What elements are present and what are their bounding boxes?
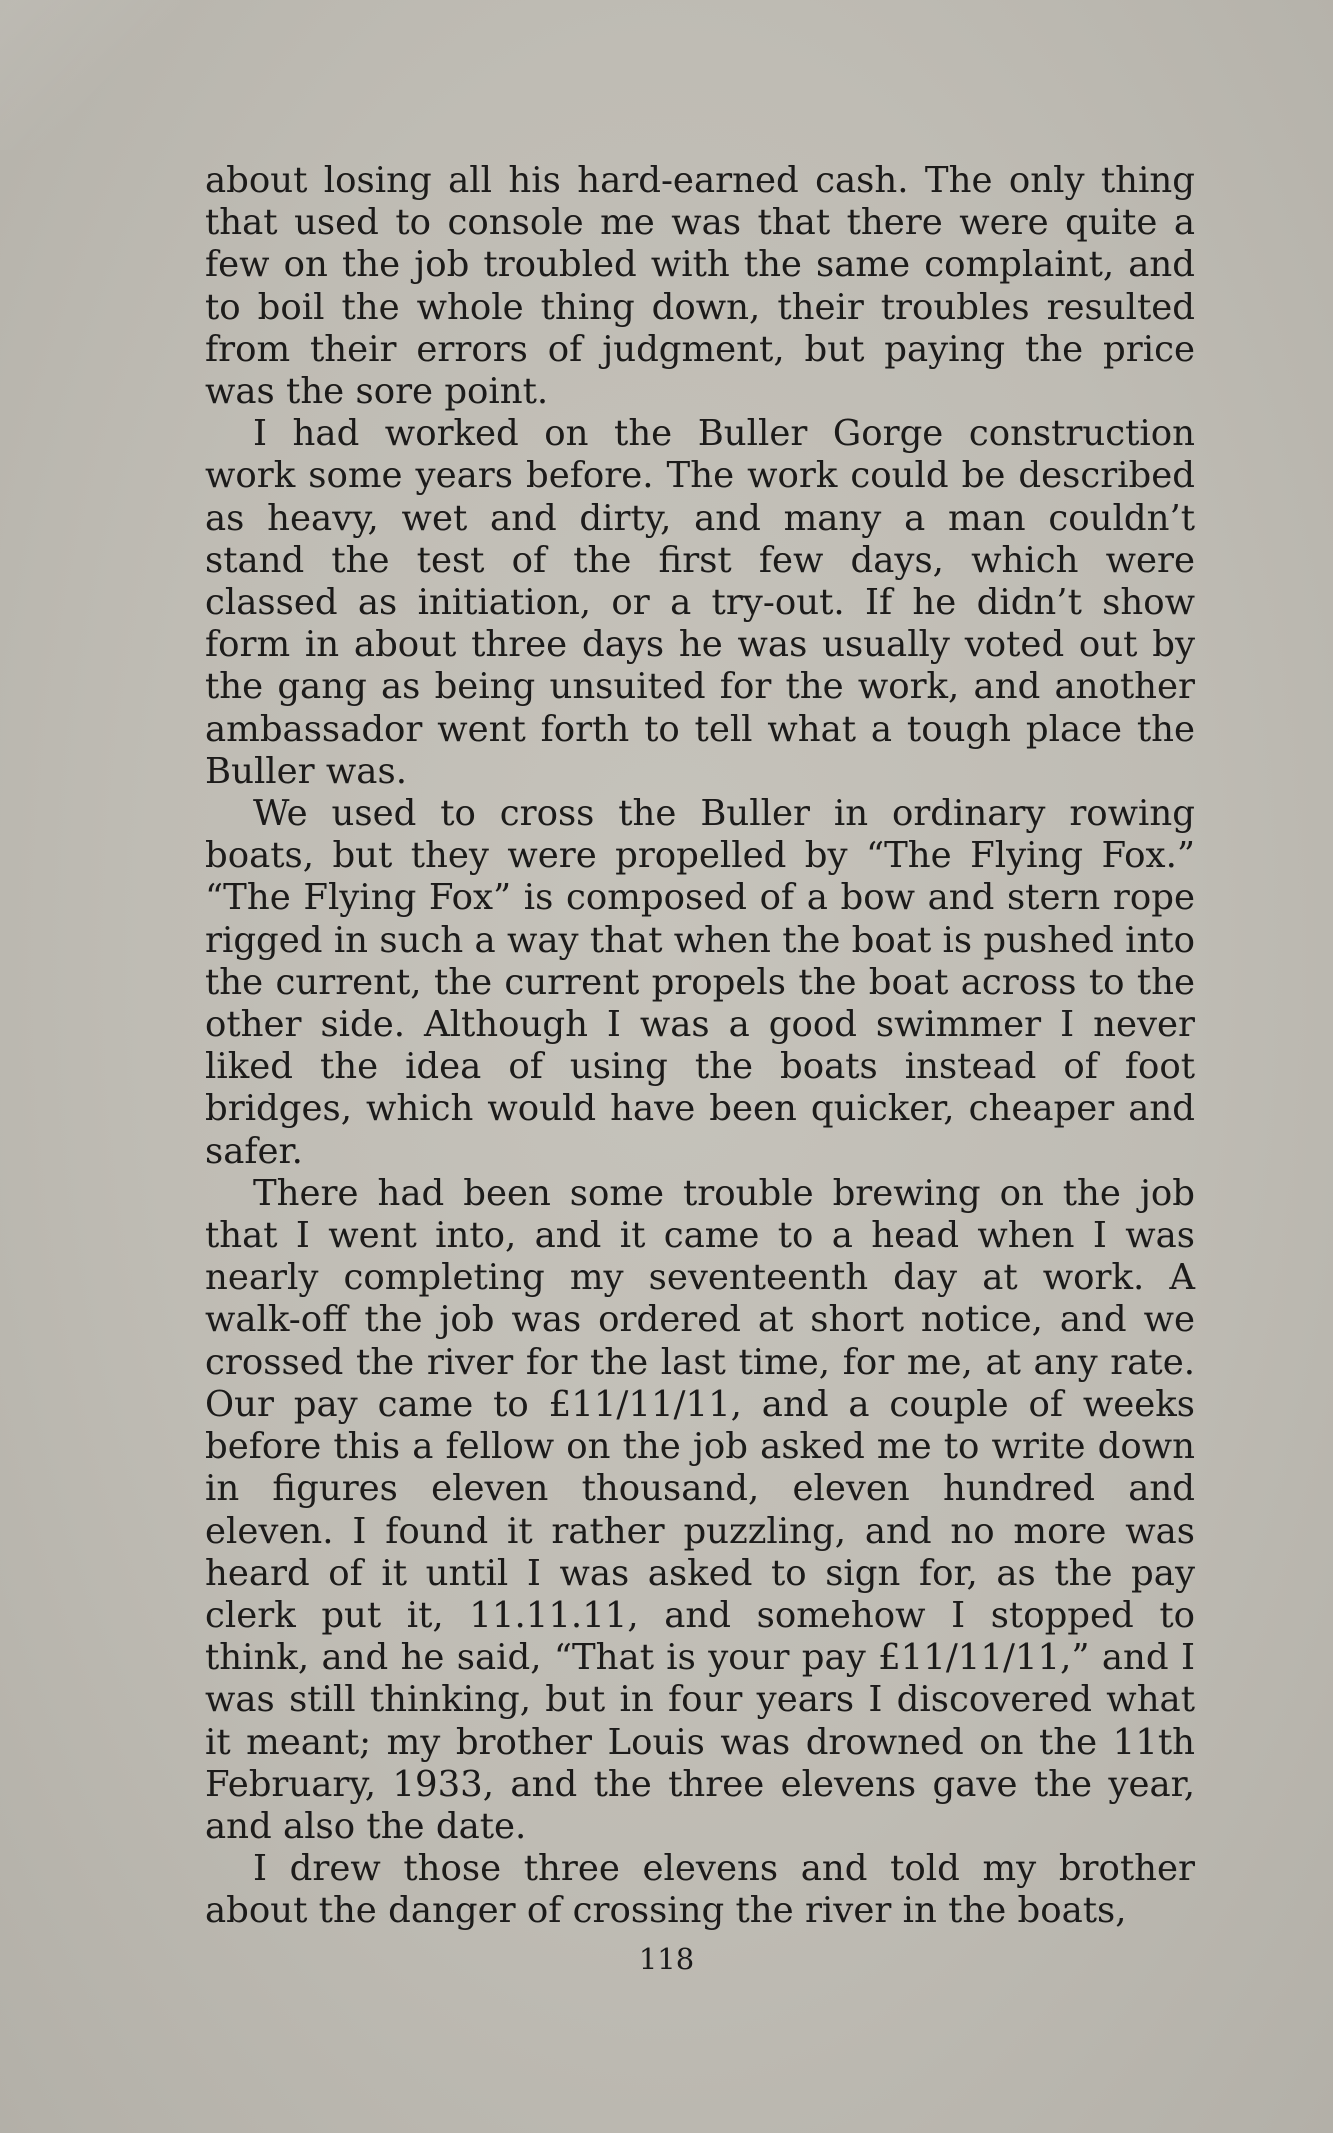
body-text: [205, 160, 1195, 1933]
paragraph-continued: about losing all his hard-earned cash. The only thing that used to console me was that there were quite a few on the job troubled with the same complaint, and to boil the whole thing down, their troubles resulted from their errors of judgment, but paying the price was the sore point.: [205, 160, 1195, 413]
page-corner-shading: [0, 0, 180, 150]
page-number: 118: [638, 1942, 695, 1976]
paragraph-closing: I drew those three elevens and told my brother about the danger of crossing the river in the boats,: [205, 1848, 1195, 1932]
paragraph-three-elevens: There had been some trouble brewing on the job that I went into, and it came to a head when I was nearly completing my seventeenth day at work. A walk-off the job was ordered at short notice, and we crossed the river for the last time, for me, at any rate. Our pay came to £11/11/11, and a couple of weeks before this a fellow on the job asked me to write down in figures eleven thousand, eleven hundred and eleven. I found it rather puzzling, and no more was heard of it until I was asked to sign for, as the pay clerk put it, 11.11.11, and somehow I stopped to think, and he said, “That is your pay £11/11/11,” and I was still thinking, but in four years I discovered what it meant; my brother Louis was drowned on the 11th February, 1933, and the three elevens gave the year, and also the date.: [205, 1172, 1195, 1847]
paragraph-flying-fox: We used to cross the Buller in ordinary rowing boats, but they were propelled by “The Flying Fox.” “The Flying Fox” is composed of a bow and stern rope rigged in such a way that when the boat is pushed into the current, the current propels the boat across to the other side. Although I was a good swimmer I never liked the idea of using the boats instead of foot bridges, which would have been quicker, cheaper and safer.: [205, 793, 1195, 1172]
paragraph-buller-gorge: I had worked on the Buller Gorge construction work some years before. The work could be described as heavy, wet and dirty, and many a man couldn’t stand the test of the first few days, which were classed as initiation, or a try-out. If he didn’t show form in about three days he was usually voted out by the gang as being unsuited for the work, and another ambassador went forth to tell what a tough place the Buller was.: [205, 413, 1195, 792]
